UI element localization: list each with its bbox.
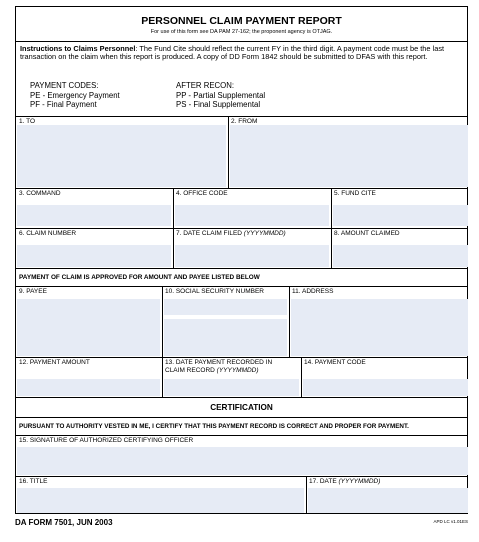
command-field[interactable] [17,205,171,226]
from-field[interactable] [230,125,468,187]
instructions-heading: Instructions to Claims Personnel [20,44,136,53]
instructions [20,45,466,62]
address-field[interactable] [291,299,468,356]
divider [16,476,467,477]
claim-payment-form [15,6,468,514]
approval-text: PAYMENT OF CLAIM IS APPROVED FOR AMOUNT AND PAYEE LISTED BELOW [19,274,260,281]
claim-number-label: 6. CLAIM NUMBER [19,230,77,237]
payee-field[interactable] [17,299,160,356]
divider [16,268,467,269]
payment-amount-label: 12. PAYMENT AMOUNT [19,359,90,366]
divider [16,357,467,358]
date-recorded-label: 13. DATE PAYMENT RECORDED IN CLAIM RECORD (YYYYMMDD) [165,359,273,374]
payment-code-item: PE - Emergency Payment [30,90,120,100]
payee-label: 9. PAYEE [19,288,47,295]
fund-cite-field[interactable] [333,205,468,226]
date-claim-filed-label: 7. DATE CLAIM FILED (YYYYMMDD) [176,230,286,237]
certification-text: PURSUANT TO AUTHORITY VESTED IN ME, I CERTIFY THAT THIS PAYMENT RECORD IS CORRECT AND PROPER FOR PAYMENT. [19,423,409,430]
payment-code-label: 14. PAYMENT CODE [304,359,366,366]
to-field[interactable] [17,125,226,187]
divider [16,417,467,418]
certification-heading: CERTIFICATION [210,403,273,412]
divider [16,435,467,436]
divider [173,228,174,268]
command-label: 3. COMMAND [19,190,61,197]
instructions-body: : The Fund Cite should reflect the current FY in the third digit. A payment code must be the last transaction on the claim when this report is produced. A copy of DD Form 1842 should be submitted to DFAS with this report. [20,44,445,62]
after-recon-heading: AFTER RECON: [176,81,235,90]
payment-code-item: PF - Final Payment [30,100,97,109]
divider [306,476,307,514]
divider [301,357,302,397]
title-label: 16. TITLE [19,478,48,485]
from-label: 2. FROM [231,118,258,125]
ssn-label: 10. SOCIAL SECURITY NUMBER [165,288,264,295]
divider [16,116,467,117]
divider [16,397,467,398]
form-id: DA FORM 7501, JUN 2003 [15,518,113,527]
divider [16,41,467,42]
divider [331,188,332,228]
signature-label: 15. SIGNATURE OF AUTHORIZED CERTIFYING OFFICER [19,437,194,444]
office-code-field[interactable] [175,205,329,226]
divider [289,286,290,357]
divider [331,228,332,268]
payment-codes-heading: PAYMENT CODES: [30,81,99,90]
divider [16,188,467,189]
date-label: 17. DATE (YYYYMMDD) [309,478,381,485]
ssn-field-extra[interactable] [164,319,287,356]
date-recorded-field[interactable] [164,379,299,396]
amount-claimed-label: 8. AMOUNT CLAIMED [334,230,400,237]
fund-cite-label: 5. FUND CITE [334,190,376,197]
version-label: APD LC v1.01ES [433,519,468,524]
ssn-field[interactable] [164,299,287,315]
claim-number-field[interactable] [17,245,171,267]
address-label: 11. ADDRESS [292,288,334,295]
amount-claimed-field[interactable] [333,245,468,267]
after-recon-item: PP - Partial Supplemental [176,90,266,100]
payment-code-field[interactable] [303,379,468,396]
date-claim-filed-field[interactable] [175,245,329,267]
payment-amount-field[interactable] [17,379,160,396]
divider [228,116,229,188]
office-code-label: 4. OFFICE CODE [176,190,228,197]
form-subtitle: For use of this form see DA PAM 27-162; the proponent agency is OTJAG. [150,29,333,35]
title-field[interactable] [17,488,304,513]
form-title: PERSONNEL CLAIM PAYMENT REPORT [141,15,342,27]
divider [162,357,163,397]
after-recon-codes [176,81,265,110]
divider [173,188,174,228]
divider [162,286,163,357]
divider [16,228,467,229]
payment-codes [30,81,120,110]
signature-field[interactable] [17,447,468,475]
after-recon-item: PS - Final Supplemental [176,100,261,109]
divider [16,286,467,287]
date-field[interactable] [308,488,468,513]
to-label: 1. TO [19,118,36,125]
